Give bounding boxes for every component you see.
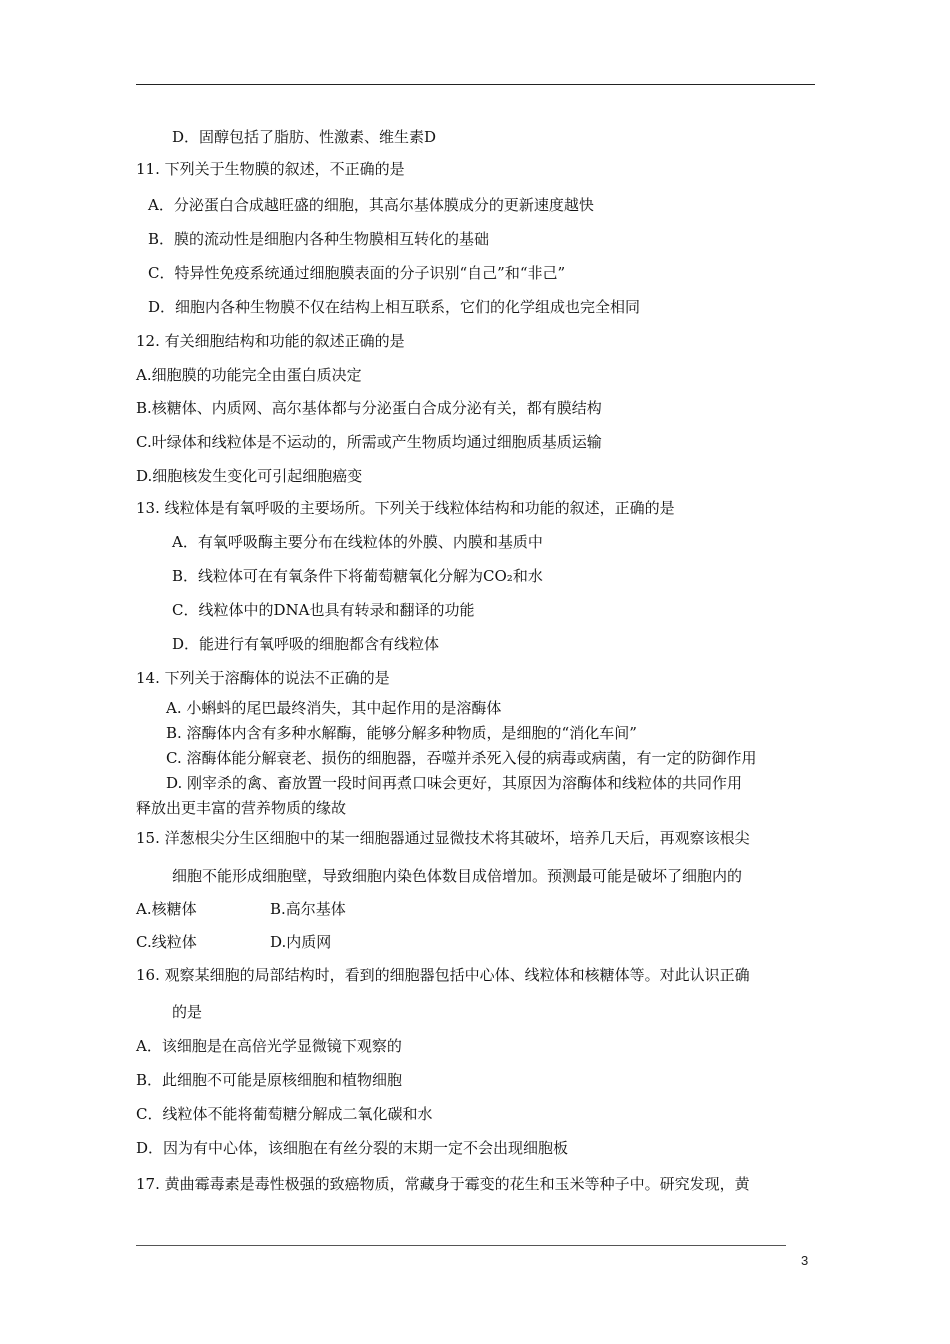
option-14-b: B. 溶酶体内含有多种水解酶，能够分解多种物质，是细胞的“消化车间” xyxy=(166,724,637,742)
option-13-b: B．线粒体可在有氧条件下将葡萄糖氧化分解为CO₂和水 xyxy=(172,567,543,585)
option-14-d: D. 刚宰杀的禽、畜放置一段时间再煮口味会更好，其原因为溶酶体和线粒体的共同作用 xyxy=(166,774,743,792)
option-16-b: B．此细胞不可能是原核细胞和植物细胞 xyxy=(136,1071,403,1089)
option-16-a: A．该细胞是在高倍光学显微镜下观察的 xyxy=(136,1037,402,1055)
option-11-b: B．膜的流动性是细胞内各种生物膜相互转化的基础 xyxy=(148,230,490,248)
option-14-c: C. 溶酶体能分解衰老、损伤的细胞器，吞噬并杀死入侵的病毒或病菌，有一定的防御作用 xyxy=(166,749,757,767)
option-13-d: D．能进行有氧呼吸的细胞都含有线粒体 xyxy=(172,635,440,653)
option-12-b: B.核糖体、内质网、高尔基体都与分泌蛋白合成分泌有关，都有膜结构 xyxy=(136,399,602,417)
page-number: 3 xyxy=(801,1253,809,1268)
option-16-d: D．因为有中心体，该细胞在有丝分裂的末期一定不会出现细胞板 xyxy=(136,1139,569,1157)
question-13-stem: 13. 线粒体是有氧呼吸的主要场所。下列关于线粒体结构和功能的叙述，正确的是 xyxy=(136,499,675,517)
question-11-stem: 11. 下列关于生物膜的叙述，不正确的是 xyxy=(136,160,405,178)
question-15-stem: 15. 洋葱根尖分生区细胞中的某一细胞器通过显微技术将其破坏，培养几天后，再观察该根尖 xyxy=(136,829,750,847)
option-10-d: D．固醇包括了脂肪、性激素、维生素D xyxy=(172,128,437,146)
option-11-c: C．特异性免疫系统通过细胞膜表面的分子识别“自己”和“非己” xyxy=(148,264,566,282)
question-17-stem: 17. 黄曲霉毒素是毒性极强的致癌物质，常藏身于霉变的花生和玉米等种子中。研究发现，黄 xyxy=(136,1175,750,1193)
option-15-a: A.核糖体 xyxy=(136,900,197,918)
question-16-stem-continued: 的是 xyxy=(172,1003,203,1021)
option-11-a: A．分泌蛋白合成越旺盛的细胞，其高尔基体膜成分的更新速度越快 xyxy=(148,196,594,214)
option-12-d: D.细胞核发生变化可引起细胞癌变 xyxy=(136,467,363,485)
option-14-d-continued: 释放出更丰富的营养物质的缘故 xyxy=(136,799,347,817)
question-14-stem: 14. 下列关于溶酶体的说法不正确的是 xyxy=(136,669,390,687)
header-rule xyxy=(136,84,815,85)
option-16-c: C．线粒体不能将葡萄糖分解成二氧化碳和水 xyxy=(136,1105,433,1123)
option-13-c: C．线粒体中的DNA也具有转录和翻译的功能 xyxy=(172,601,475,619)
question-15-stem-continued: 细胞不能形成细胞壁，导致细胞内染色体数目成倍增加。预测最可能是破坏了细胞内的 xyxy=(172,867,743,885)
question-12-stem: 12. 有关细胞结构和功能的叙述正确的是 xyxy=(136,332,405,350)
option-12-a: A.细胞膜的功能完全由蛋白质决定 xyxy=(136,366,362,384)
option-12-c: C.叶绿体和线粒体是不运动的，所需或产生物质均通过细胞质基质运输 xyxy=(136,433,602,451)
option-15-b: B.高尔基体 xyxy=(270,900,346,918)
option-13-a: A．有氧呼吸酶主要分布在线粒体的外膜、内膜和基质中 xyxy=(172,533,543,551)
question-16-stem: 16. 观察某细胞的局部结构时，看到的细胞器包括中心体、线粒体和核糖体等。对此认识正确 xyxy=(136,966,750,984)
option-15-c: C.线粒体 xyxy=(136,933,197,951)
option-15-d: D.内质网 xyxy=(270,933,332,951)
option-11-d: D．细胞内各种生物膜不仅在结构上相互联系，它们的化学组成也完全相同 xyxy=(148,298,641,316)
option-14-a: A. 小蝌蚪的尾巴最终消失，其中起作用的是溶酶体 xyxy=(166,699,502,717)
footer-rule xyxy=(136,1245,786,1246)
